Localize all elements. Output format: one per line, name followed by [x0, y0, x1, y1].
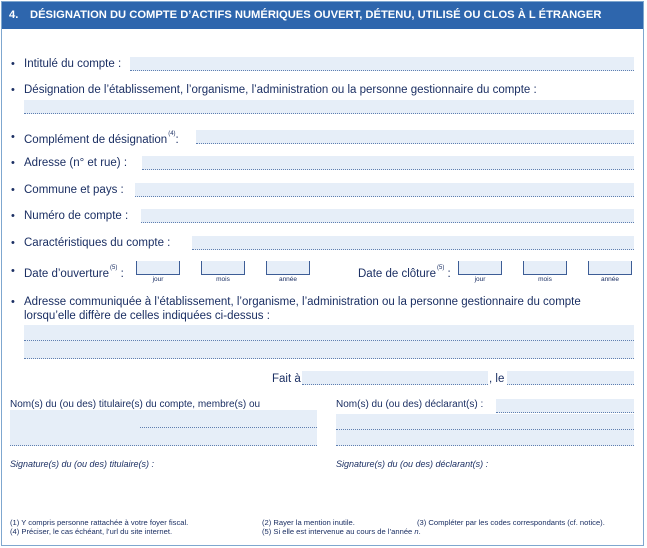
date-ouverture-mois[interactable] — [201, 261, 245, 275]
footnote-2: (2) Rayer la mention inutile. — [262, 518, 355, 527]
date-ouverture-annee[interactable] — [266, 261, 310, 275]
date-cloture-mois[interactable] — [523, 261, 567, 275]
bullet: • — [11, 184, 15, 196]
field-commune[interactable] — [135, 183, 634, 197]
section-number: 4. — [9, 9, 19, 21]
field-adresse[interactable] — [142, 156, 634, 170]
label-signature-declarants: Signature(s) du (ou des) déclarant(s) : — [336, 459, 489, 469]
label-commune: Commune et pays : — [24, 184, 124, 196]
label-titulaires-1: Nom(s) du (ou des) titulaire(s) du compte, membre(s) ou — [10, 399, 261, 410]
dotted-line — [140, 427, 317, 428]
footnote-4: (4) Préciser, le cas échéant, l’url du site internet. — [10, 527, 173, 536]
bullet: • — [11, 131, 15, 143]
footnote-5-text: (5) Si elle est intervenue au cours de l’année — [262, 527, 415, 536]
label-numero: Numéro de compte : — [24, 210, 129, 222]
label-caracteristiques: Caractéristiques du compte : — [24, 237, 171, 249]
field-intitule[interactable] — [130, 57, 634, 71]
label-designation: Désignation de l’établissement, l’organisme, l’administration ou la personne gestionnaire du compte : — [24, 84, 537, 96]
note-5: (5) — [437, 265, 445, 271]
bullet: • — [11, 58, 15, 70]
bullet: • — [11, 157, 15, 169]
label-date-ouverture — [24, 265, 124, 280]
field-numero[interactable] — [141, 209, 634, 223]
note-5: (5) — [110, 265, 118, 271]
label-adresse-communiquee-2: lorsqu’elle diffère de celles indiquées ci-dessus : — [24, 310, 270, 322]
dotted-line — [336, 445, 634, 446]
bullet: • — [11, 237, 15, 249]
field-designation[interactable] — [24, 100, 634, 114]
field-declarants-1[interactable] — [496, 399, 634, 413]
footnote-5 — [262, 527, 421, 536]
label-date-ouverture-text: Date d’ouverture — [24, 268, 110, 280]
bullet: • — [11, 84, 15, 96]
date-part-label: jour — [474, 276, 486, 283]
field-titulaires[interactable] — [10, 410, 317, 446]
field-adresse-communiquee[interactable] — [24, 325, 634, 359]
label-le: , le — [489, 373, 505, 385]
label-colon: : — [447, 268, 451, 280]
field-complement[interactable] — [196, 130, 634, 144]
label-colon: : — [175, 134, 179, 146]
field-fait-a[interactable] — [302, 371, 488, 385]
date-part-label: jour — [152, 276, 164, 283]
date-part-label: mois — [216, 276, 230, 283]
label-fait-a: Fait à — [272, 373, 301, 385]
field-declarants[interactable] — [336, 414, 634, 446]
label-adresse: Adresse (n° et rue) : — [24, 157, 128, 169]
date-ouverture-jour[interactable] — [136, 261, 180, 275]
label-date-cloture — [358, 265, 451, 280]
bullet: • — [11, 265, 15, 277]
bullet: • — [11, 210, 15, 222]
label-complement-text: Complément de désignation — [24, 134, 168, 146]
label-declarants: Nom(s) du (ou des) déclarant(s) : — [336, 399, 484, 410]
dotted-line — [336, 429, 634, 430]
section-4-form — [1, 1, 644, 546]
label-adresse-communiquee-1: Adresse communiquée à l’établissement, l’organisme, l’administration ou la personne gestionnaire du compte — [24, 296, 581, 308]
note-4: (4) — [168, 131, 176, 137]
dotted-line — [24, 340, 634, 341]
label-date-cloture-text: Date de clôture — [358, 268, 436, 280]
date-cloture-jour[interactable] — [458, 261, 502, 275]
footnote-5-year: n — [414, 527, 419, 536]
field-caracteristiques[interactable] — [192, 236, 634, 250]
label-intitule: Intitulé du compte : — [24, 58, 122, 70]
date-part-label: mois — [538, 276, 552, 283]
section-header — [2, 2, 643, 29]
label-complement — [24, 131, 179, 146]
section-title: DÉSIGNATION DU COMPTE D’ACTIFS NUMÉRIQUES OUVERT, DÉTENU, UTILISÉ OU CLOS À L ÉTRANGER — [30, 9, 602, 21]
footnote-5-end: . — [418, 527, 421, 536]
label-signature-titulaires: Signature(s) du (ou des) titulaire(s) : — [10, 459, 155, 469]
bullet: • — [11, 296, 15, 308]
footnote-1: (1) Y compris personne rattachée à votre foyer fiscal. — [10, 518, 189, 527]
field-le[interactable] — [507, 371, 634, 385]
date-part-label: année — [600, 276, 620, 283]
date-cloture-annee[interactable] — [588, 261, 632, 275]
dotted-line — [10, 445, 317, 446]
footnote-3: (3) Compléter par les codes correspondants (cf. notice). — [417, 518, 605, 527]
dotted-line — [24, 358, 634, 359]
date-part-label: année — [278, 276, 298, 283]
label-colon: : — [120, 268, 124, 280]
